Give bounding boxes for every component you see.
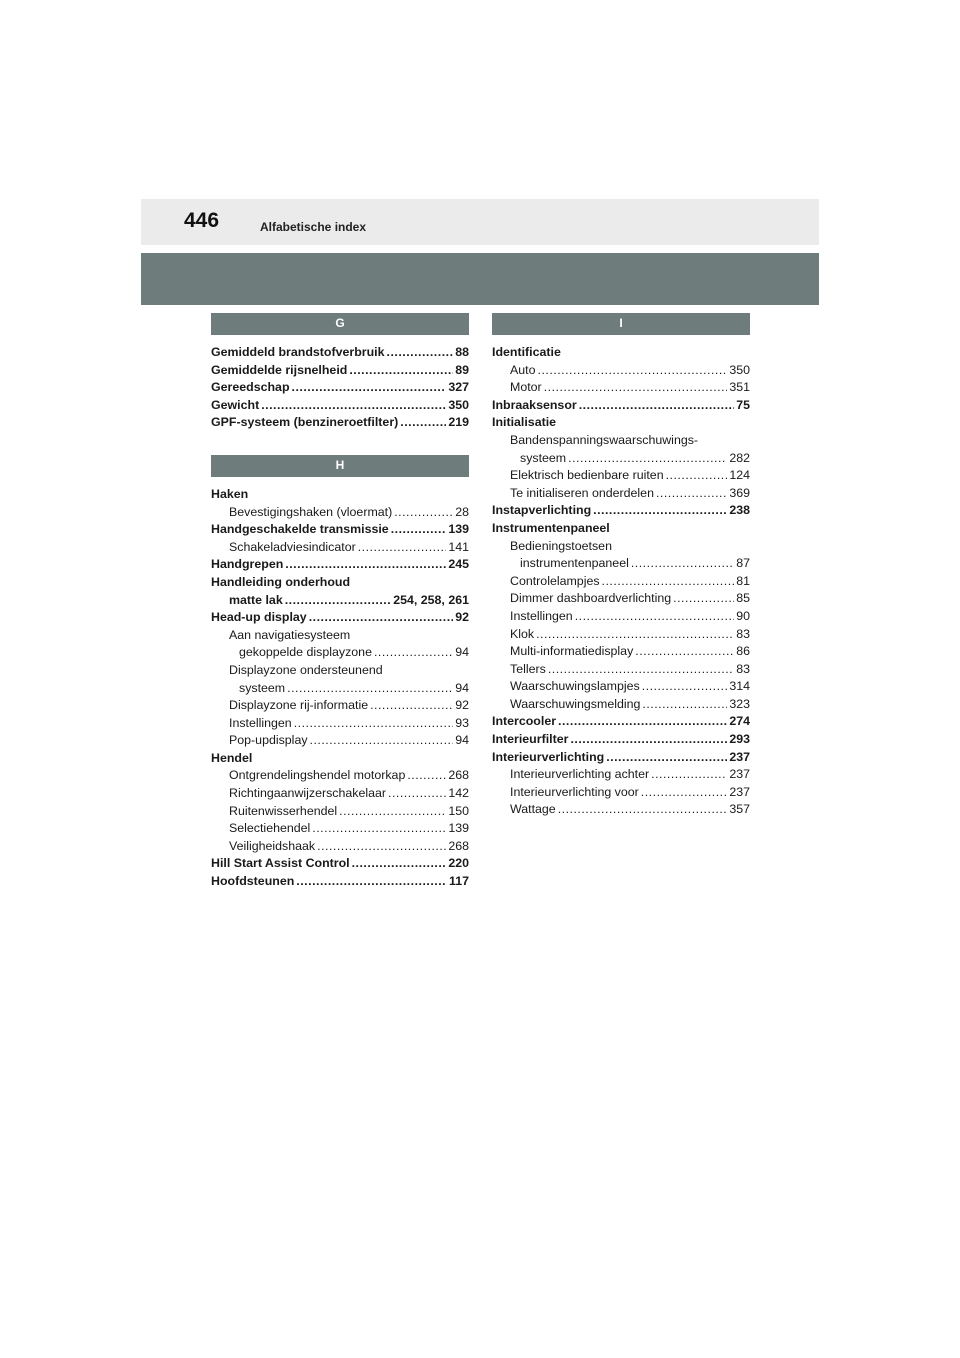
leader-dots [374,644,453,662]
entry-label: Selectiehendel [229,821,311,836]
entry-label: Bedieningstoetsen [510,538,612,553]
entry-label: Displayzone ondersteunend [229,662,383,677]
leader-dots [287,680,453,698]
entry-page-ref[interactable]: 94 [455,680,469,695]
entry-label: Interieurverlichting voor [510,784,639,799]
index-entry [492,573,750,591]
index-entry [492,520,750,538]
entry-label: matte lak [229,592,283,607]
entry-label: Veiligheidshaak [229,838,316,853]
entry-page-ref[interactable]: 274 [729,714,750,729]
entry-label: Bevestigingshaken (vloermat) [229,504,393,519]
entry-label: Instapverlichting [492,503,592,518]
index-entry [492,626,750,644]
index-entry [211,574,469,592]
entry-label: Hendel [211,750,253,765]
index-entry [211,344,469,362]
entry-page-ref[interactable]: 139 [448,522,469,537]
leader-dots [394,504,453,522]
entry-label: Bandenspanningswaarschuwings- [510,432,699,447]
entry-page-ref[interactable]: 238 [729,503,750,518]
entry-page-ref[interactable]: 314 [729,679,750,694]
entry-page-ref[interactable]: 83 [736,661,750,676]
entry-page-ref[interactable]: 323 [729,696,750,711]
index-entry [492,608,750,626]
entry-page-ref[interactable]: 86 [736,644,750,659]
entry-label: Gewicht [211,397,260,412]
index-entry [492,661,750,679]
leader-dots [635,643,734,661]
entry-page-ref[interactable]: 350 [448,397,469,412]
entry-page-ref[interactable]: 92 [455,698,469,713]
entry-page-ref[interactable]: 237 [729,767,750,782]
entry-page-ref[interactable]: 268 [448,838,469,853]
entry-label: GPF-systeem (benzineroetfilter) [211,415,399,430]
entry-page-ref[interactable]: 83 [736,626,750,641]
leader-dots [642,696,727,714]
entry-label: Klok [510,626,535,641]
entry-page-ref[interactable]: 357 [729,802,750,817]
index-entry [492,344,750,362]
page-header [141,199,819,245]
leader-dots [285,592,391,610]
index-entry [211,644,469,662]
index-entry [492,801,750,819]
entry-label: instrumentenpaneel [520,556,629,571]
entry-page-ref[interactable]: 142 [448,786,469,801]
entry-page-ref[interactable]: 237 [729,749,750,764]
entry-label: Auto [510,362,536,377]
entry-page-ref[interactable]: 369 [729,485,750,500]
leader-dots [349,362,453,380]
header-title: Alfabetische index [260,220,367,234]
entry-label: Gereedschap [211,380,290,395]
entry-page-ref[interactable]: 88 [455,345,469,359]
entry-page-ref[interactable]: 219 [448,415,469,430]
entry-label: Haken [211,486,249,501]
leader-dots [631,555,734,573]
index-entry [211,855,469,873]
index-entry [211,539,469,557]
entry-label: Instellingen [510,608,573,623]
entry-page-ref[interactable]: 327 [448,380,469,395]
index-entry [211,504,469,522]
leader-dots [558,801,728,819]
leader-dots [536,626,734,644]
entry-label: Controlelampjes [510,573,600,588]
entry-page-ref[interactable]: 124 [729,468,750,483]
entry-page-ref[interactable]: 94 [455,645,469,660]
index-entry [211,397,469,415]
header-band [141,253,819,305]
index-entry [211,838,469,856]
index-entry [492,502,750,520]
leader-dots [317,838,446,856]
entry-page-ref[interactable]: 237 [729,784,750,799]
entry-page-ref[interactable]: 94 [455,733,469,748]
leader-dots [575,608,735,626]
entry-label: Waarschuwingslampjes [510,679,640,694]
entry-label: systeem [520,450,567,465]
index-entry [492,749,750,767]
index-entry [211,732,469,750]
index-column-left [211,313,469,891]
entry-label: Elektrisch bedienbare ruiten [510,468,664,483]
index-section-i [492,313,750,819]
entry-page-ref[interactable]: 268 [448,768,469,783]
index-section-h [211,455,469,891]
index-entry [492,678,750,696]
entry-page-ref[interactable]: 75 [736,397,750,412]
leader-dots [312,820,446,838]
leader-dots [538,362,728,380]
index-entry [211,697,469,715]
entry-page-ref[interactable]: 293 [729,732,750,747]
entry-page-ref[interactable]: 245 [448,557,469,572]
entry-page-ref[interactable]: 87 [736,556,750,571]
leader-dots [407,767,446,785]
leader-dots [579,397,734,415]
entry-label: Aan navigatiesysteem [229,627,351,642]
entry-label: systeem [239,680,286,695]
entry-label: Ontgrendelingshendel motorkap [229,768,406,783]
entry-page-ref[interactable]: 81 [736,573,750,588]
entry-label: Displayzone rij-informatie [229,698,369,713]
leader-dots [544,379,728,397]
leader-dots [606,749,727,767]
leader-dots [339,803,446,821]
leader-dots [558,713,727,731]
leader-dots [292,379,447,397]
leader-dots [285,556,446,574]
entry-page-ref[interactable]: 254, 258, 261 [393,592,469,607]
entry-label: Interieurfilter [492,732,569,747]
leader-dots [310,732,454,750]
index-entry [492,643,750,661]
entry-label: Motor [510,380,542,395]
entry-label: Dimmer dashboardverlichting [510,591,672,606]
index-entry [211,715,469,733]
leader-dots [548,661,734,679]
section-entries [211,344,469,432]
leader-dots [388,785,446,803]
index-entry [211,662,469,680]
entry-label: Te initialiseren onderdelen [510,485,654,500]
entry-page-ref[interactable]: 282 [729,450,750,465]
index-entry [492,450,750,468]
entry-label: Pop-updisplay [229,733,308,748]
entry-page-ref[interactable]: 350 [729,362,750,377]
index-entry [492,784,750,802]
entry-label: Head-up display [211,610,307,625]
entry-page-ref[interactable]: 90 [736,608,750,623]
entry-label: Hill Start Assist Control [211,856,350,871]
index-entry [492,713,750,731]
index-entry [211,627,469,645]
entry-label: Wattage [510,802,556,817]
entry-label: Multi-informatiedisplay [510,644,634,659]
index-entry [492,555,750,573]
leader-dots [570,731,727,749]
index-entry [492,731,750,749]
entry-label: Ruitenwisserhendel [229,803,338,818]
index-entry [211,820,469,838]
index-entry [211,873,469,891]
index-section-g [211,313,469,432]
index-entry [492,379,750,397]
index-entry [211,486,469,504]
entry-label: Initialisatie [492,415,557,430]
leader-dots [568,450,727,468]
entry-label: Interieurverlichting [492,749,605,764]
index-entry [492,485,750,503]
entry-label: Schakeladviesindicator [229,539,356,554]
section-letter-g: G [211,313,469,335]
index-entry [211,609,469,627]
index-entry [492,590,750,608]
index-entry [211,680,469,698]
leader-dots [309,609,454,627]
index-entry [492,696,750,714]
entry-label: Handgrepen [211,557,284,572]
section-letter-i: I [492,313,750,335]
index-entry [492,766,750,784]
index-entry [492,414,750,432]
entry-page-ref[interactable]: 92 [455,610,469,625]
index-entry [211,414,469,432]
section-letter-h: H [211,455,469,477]
index-entry [211,362,469,380]
leader-dots [352,855,447,873]
entry-label: Gemiddeld brandstofverbruik [211,345,385,359]
leader-dots [651,766,727,784]
section-entries [492,344,750,819]
index-entry [211,803,469,821]
entry-label: Handleiding onderhoud [211,574,351,589]
index-entry [492,432,750,450]
index-entry [211,592,469,610]
entry-page-ref[interactable]: 220 [448,856,469,871]
index-entry [211,767,469,785]
index-entry [211,521,469,539]
entry-page-ref[interactable]: 28 [455,504,469,519]
page-number: 446 [184,209,220,232]
leader-dots [602,573,735,591]
entry-page-ref[interactable]: 351 [729,380,750,395]
leader-dots [294,715,454,733]
entry-page-ref[interactable]: 150 [448,803,469,818]
entry-label: Handgeschakelde transmissie [211,522,389,537]
entry-label: Intercooler [492,714,557,729]
leader-dots [370,697,453,715]
index-entry [211,750,469,768]
index-entry [492,538,750,556]
leader-dots [673,590,734,608]
leader-dots [400,414,446,432]
index-entry [211,556,469,574]
leader-dots [261,397,446,415]
index-entry [492,467,750,485]
entry-label: gekoppelde displayzone [239,645,372,660]
leader-dots [358,539,447,557]
entry-page-ref[interactable]: 117 [449,874,469,889]
leader-dots [387,344,454,362]
entry-label: Interieurverlichting achter [510,767,650,782]
index-column-right [492,313,750,819]
entry-label: Waarschuwingsmelding [510,696,641,711]
entry-page-ref[interactable]: 139 [448,821,469,836]
index-entry [492,397,750,415]
index-entry [492,362,750,380]
leader-dots [391,521,447,539]
entry-label: Richtingaanwijzerschakelaar [229,786,387,801]
index-entry [211,785,469,803]
leader-dots [593,502,727,520]
entry-label: Instellingen [229,715,292,730]
leader-dots [642,678,728,696]
section-entries [211,486,469,891]
entry-page-ref[interactable]: 93 [455,715,469,730]
entry-label: Hoofdsteunen [211,874,295,889]
entry-label: Inbraaksensor [492,397,577,412]
entry-page-ref[interactable]: 89 [455,362,469,377]
entry-label: Identificatie [492,345,561,359]
leader-dots [296,873,447,891]
index-entry [211,379,469,397]
leader-dots [656,485,727,503]
entry-label: Instrumentenpaneel [492,520,610,535]
leader-dots [641,784,728,802]
entry-label: Tellers [510,661,546,676]
entry-page-ref[interactable]: 85 [736,591,750,606]
entry-label: Gemiddelde rijsnelheid [211,362,348,377]
entry-page-ref[interactable]: 141 [448,539,469,554]
leader-dots [666,467,728,485]
